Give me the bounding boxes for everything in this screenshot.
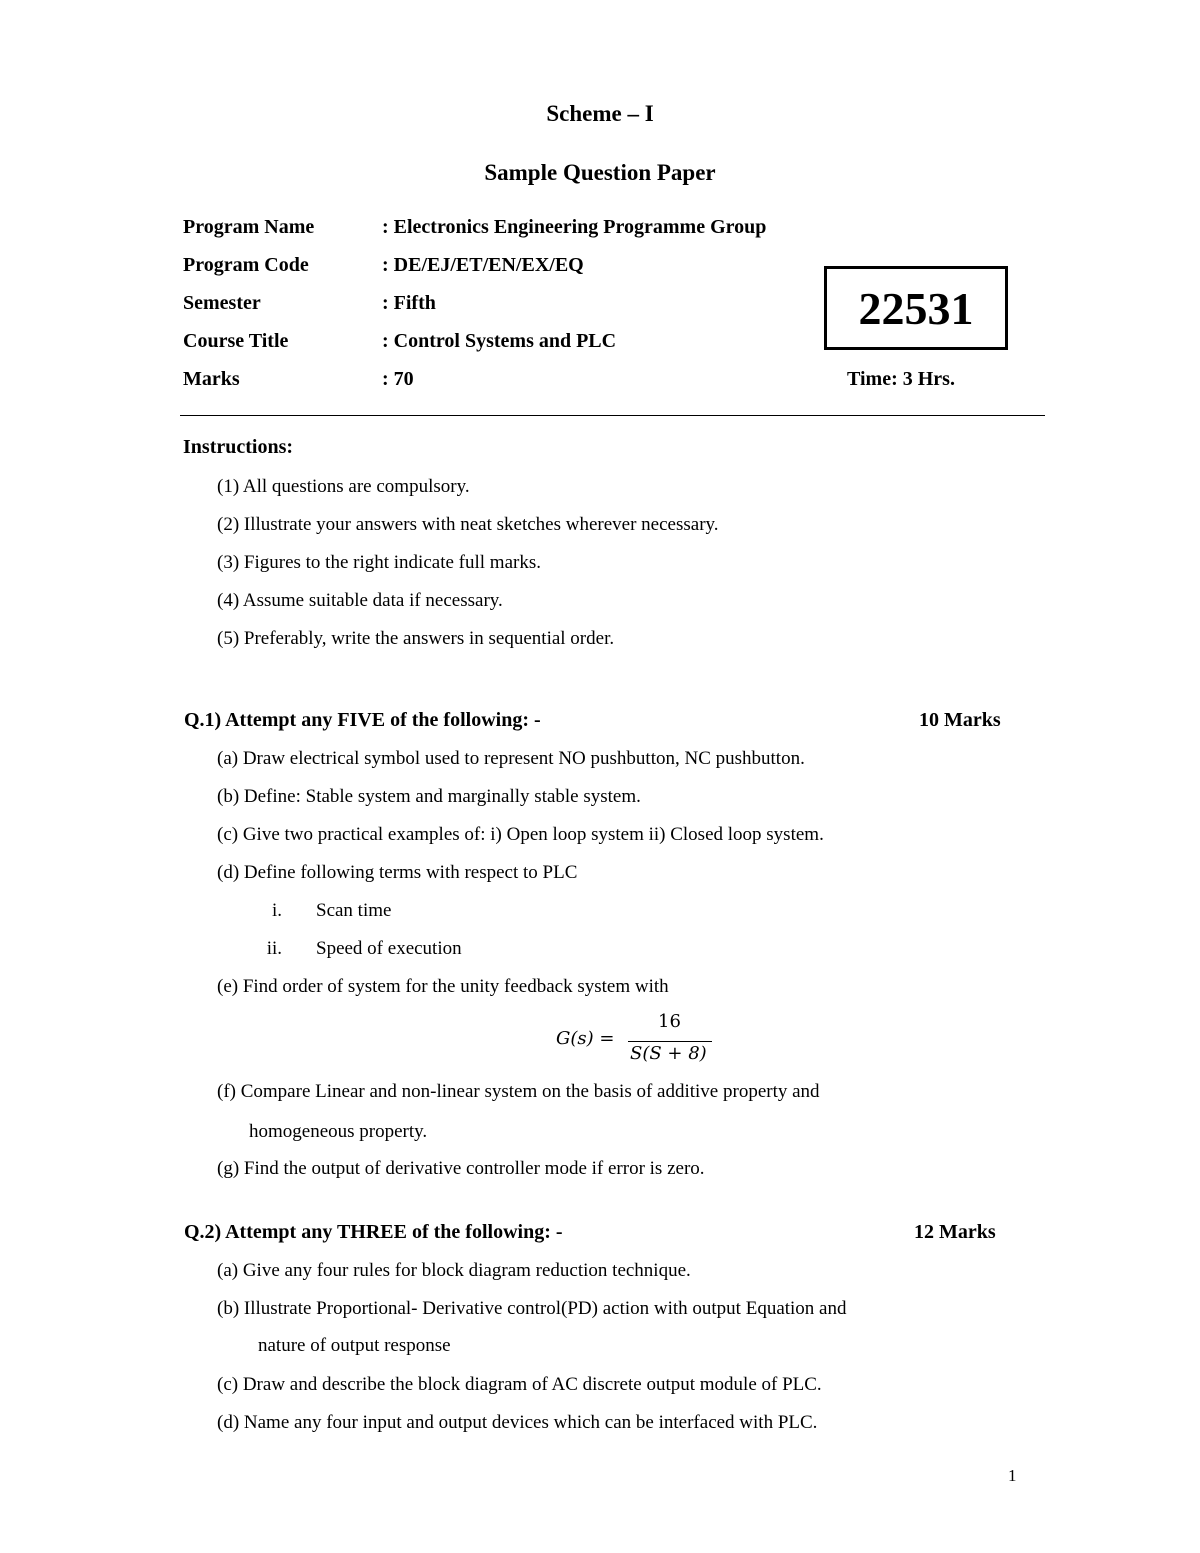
marks-value: : 70 xyxy=(382,368,414,390)
program-name-label: Program Name xyxy=(183,216,315,238)
q2-item-b: (b) Illustrate Proportional- Derivative control(PD) action with output Equation and xyxy=(217,1298,847,1319)
q1-marks: 10 Marks xyxy=(919,709,1001,731)
q1-item-f: (f) Compare Linear and non-linear system on the basis of additive property and xyxy=(217,1081,820,1102)
time-label: Time: 3 Hrs. xyxy=(847,368,955,390)
course-title-value: : Control Systems and PLC xyxy=(382,330,617,352)
q1-item-a: (a) Draw electrical symbol used to represent NO pushbutton, NC pushbutton. xyxy=(217,748,805,769)
formula-lhs: G(s) = xyxy=(556,1028,615,1049)
program-code-label: Program Code xyxy=(183,254,309,276)
course-title-label: Course Title xyxy=(183,330,289,352)
header-divider xyxy=(180,415,1045,416)
q1-d-sub-text: Scan time xyxy=(316,900,392,921)
formula-denominator: S(S + 8) xyxy=(630,1043,707,1064)
marks-label: Marks xyxy=(183,368,240,390)
instruction-item: (3) Figures to the right indicate full marks. xyxy=(217,552,541,573)
q2-item-c: (c) Draw and describe the block diagram of AC discrete output module of PLC. xyxy=(217,1374,822,1395)
course-code-box xyxy=(824,266,1008,350)
q2-item-a: (a) Give any four rules for block diagram reduction technique. xyxy=(217,1260,691,1281)
course-code: 22531 xyxy=(858,282,974,334)
page-title: Sample Question Paper xyxy=(484,160,716,185)
instruction-item: (4) Assume suitable data if necessary. xyxy=(217,590,503,611)
semester-label: Semester xyxy=(183,292,261,314)
q1-item-f-continued: homogeneous property. xyxy=(249,1121,428,1142)
q1-item-b: (b) Define: Stable system and marginally stable system. xyxy=(217,786,641,807)
q1-d-sub-text: Speed of execution xyxy=(316,938,462,959)
q1-d-sub-number: i. xyxy=(271,900,282,921)
q1-item-d: (d) Define following terms with respect to PLC xyxy=(217,862,578,883)
q2-marks: 12 Marks xyxy=(914,1221,996,1243)
q1-d-sub-number: ii. xyxy=(266,938,282,959)
q2-item-d: (d) Name any four input and output devices which can be interfaced with PLC. xyxy=(217,1412,818,1433)
q2-heading: Q.2) Attempt any THREE of the following: - xyxy=(184,1221,563,1243)
instruction-item: (2) Illustrate your answers with neat sketches wherever necessary. xyxy=(217,514,719,535)
page-number: 1 xyxy=(1008,1466,1017,1485)
program-name-value: : Electronics Engineering Programme Group xyxy=(382,216,767,238)
program-code-value: : DE/EJ/ET/EN/EX/EQ xyxy=(382,254,584,276)
q2-item-b-continued: nature of output response xyxy=(258,1335,451,1356)
instructions-heading: Instructions: xyxy=(183,436,294,458)
scheme-title: Scheme – I xyxy=(546,101,654,126)
instruction-item: (5) Preferably, write the answers in sequential order. xyxy=(217,628,615,649)
q1-item-g: (g) Find the output of derivative controller mode if error is zero. xyxy=(217,1158,705,1179)
formula-fraction-bar xyxy=(628,1041,712,1042)
q1-item-e: (e) Find order of system for the unity feedback system with xyxy=(217,976,669,997)
semester-value: : Fifth xyxy=(382,292,436,314)
q1-item-c: (c) Give two practical examples of: i) Open loop system ii) Closed loop system. xyxy=(217,824,824,845)
formula-numerator: 16 xyxy=(658,1011,681,1032)
instruction-item: (1) All questions are compulsory. xyxy=(217,476,470,497)
q1-heading: Q.1) Attempt any FIVE of the following: - xyxy=(184,709,541,731)
